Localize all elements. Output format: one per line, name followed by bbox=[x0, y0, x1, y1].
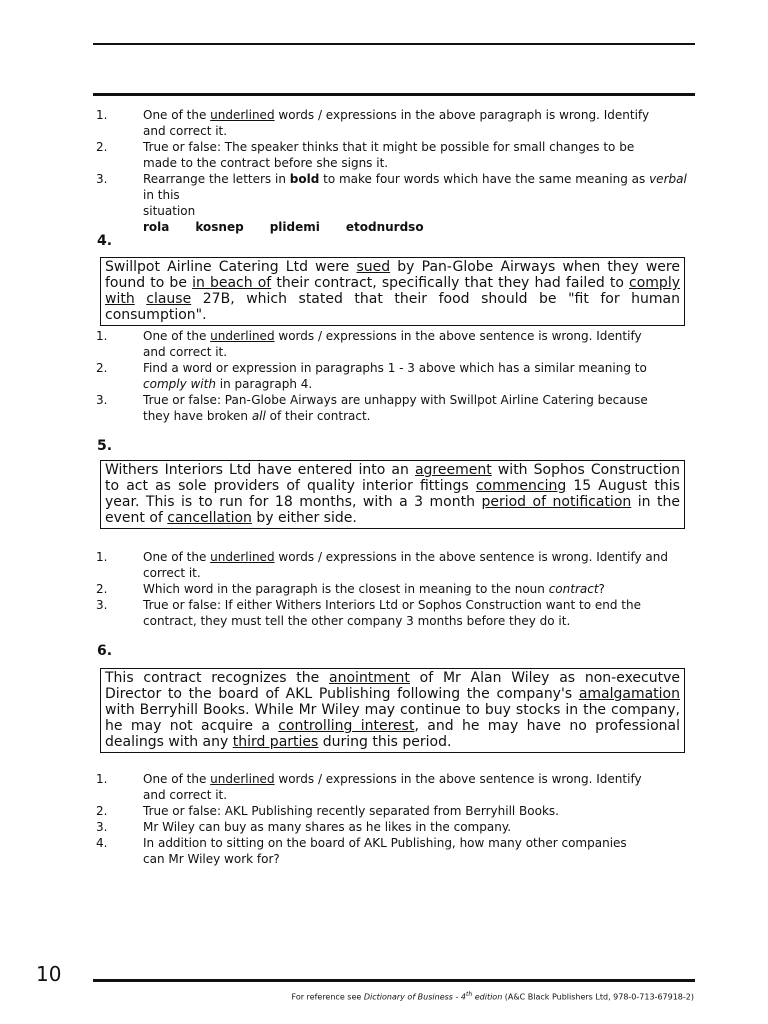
question-item: 2. Which word in the paragraph is the closest in meaning to the noun contract? bbox=[96, 582, 605, 596]
question-item: 1. One of the underlined words / expressions in the above paragraph is wrong. Identify and correct it. bbox=[96, 108, 650, 138]
question-item: 3. Mr Wiley can buy as many shares as he likes in the company. bbox=[96, 820, 512, 834]
scrambled-word: kosnep bbox=[195, 220, 244, 234]
passage-box: Swillpot Airline Catering Ltd were sued by Pan-Globe Airways when they were found to be in beach of their contract, specifically that they had failed to comply with clause 27B, which stated that their food should be "fit for human consumption". bbox=[100, 257, 685, 326]
scrambled-word: rola bbox=[143, 220, 170, 234]
section-number: 4. bbox=[97, 233, 113, 249]
question-list bbox=[96, 549, 696, 629]
question-list bbox=[96, 328, 696, 424]
scrambled-words bbox=[143, 219, 696, 235]
passage-box: This contract recognizes the anointment of Mr Alan Wiley as non-executve Director to the board of AKL Publishing following the company's amalgamation with Berryhill Books. While Mr Wiley may continue to buy stocks in the company, he may not acquire a controlling interest, and he may have no professional dealings with any third parties during this period. bbox=[100, 668, 685, 753]
top-rule bbox=[93, 43, 695, 45]
question-item: 4. In addition to sitting on the board of AKL Publishing, how many other companies can Mr Wiley work for? bbox=[96, 836, 627, 866]
question-item: 3. True or false: If either Withers Interiors Ltd or Sophos Construction want to end the contract, they must tell the other company 3 months before they do it. bbox=[96, 598, 641, 628]
question-item: 2. True or false: The speaker thinks that it might be possible for small changes to be made to the contract before she signs it. bbox=[96, 140, 635, 170]
section-number: 6. bbox=[97, 643, 113, 659]
question-item: 2. Find a word or expression in paragraphs 1 - 3 above which has a similar meaning to comply with in paragraph 4. bbox=[96, 361, 647, 391]
question-item: 1. One of the underlined words / expressions in the above sentence is wrong. Identify and correct it. bbox=[96, 772, 642, 802]
top-question-list bbox=[96, 107, 696, 235]
question-item: 1. One of the underlined words / expressions in the above sentence is wrong. Identify and correct it. bbox=[96, 550, 668, 580]
question-item: 1. One of the underlined words / expressions in the above sentence is wrong. Identify and correct it. bbox=[96, 329, 642, 359]
header-rule bbox=[93, 93, 695, 96]
section-number: 5. bbox=[97, 438, 113, 454]
question-item: 3. True or false: Pan-Globe Airways are unhappy with Swillpot Airline Catering because they have broken all of their contract. bbox=[96, 393, 648, 423]
question-list bbox=[96, 771, 696, 867]
scrambled-word: plidemi bbox=[269, 220, 320, 234]
question-item: 2. True or false: AKL Publishing recently separated from Berryhill Books. bbox=[96, 804, 559, 818]
question-item: 3. Rearrange the letters in bold to make four words which have the same meaning as verbal in this situation bbox=[96, 172, 687, 218]
passage-box: Withers Interiors Ltd have entered into an agreement with Sophos Construction to act as sole providers of quality interior fittings commencing 15 August this year. This is to run for 18 months, with a 3 month period of notification in the event of cancellation by either side. bbox=[100, 460, 685, 529]
footer-reference: For reference see Dictionary of Business - 4th edition (A&C Black Publishers Ltd, 978-0-713-67918-2) bbox=[291, 991, 694, 1002]
scrambled-word: etodnurdso bbox=[345, 220, 424, 234]
page-number: 10 bbox=[36, 962, 62, 986]
footer-rule bbox=[93, 979, 695, 982]
